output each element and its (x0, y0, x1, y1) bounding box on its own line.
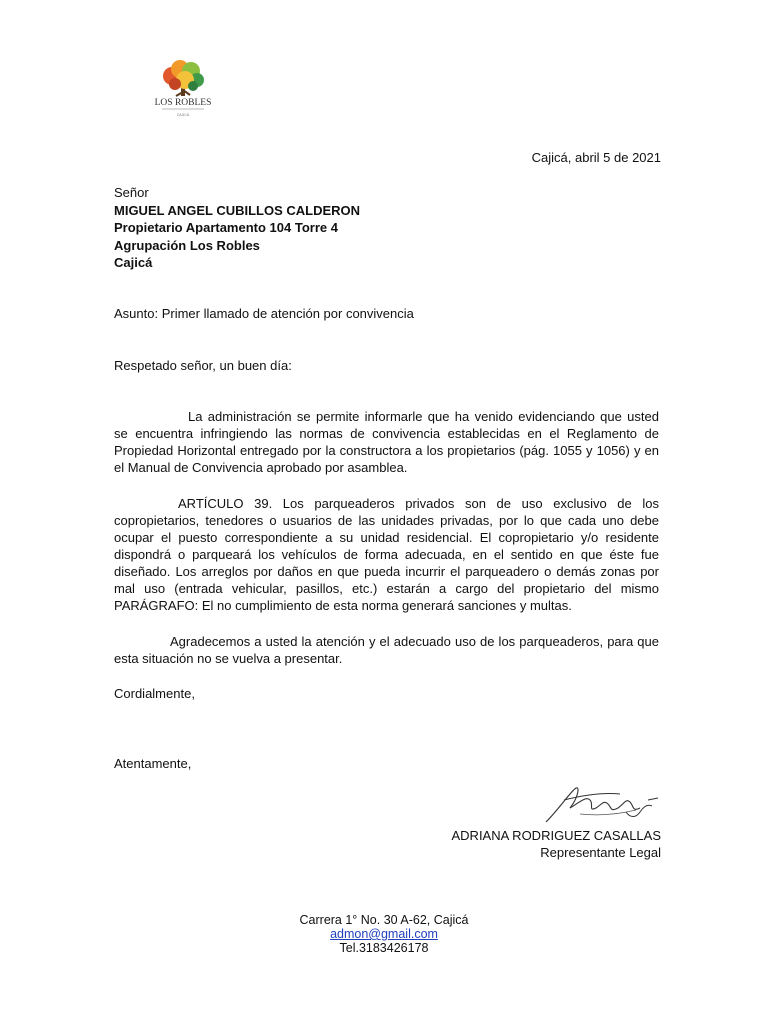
recipient-organization: Agrupación Los Robles (114, 237, 260, 253)
recipient-role: Propietario Apartamento 104 Torre 4 (114, 220, 338, 235)
recipient-block (114, 184, 360, 272)
recipient-city: Cajicá (114, 255, 153, 270)
handwritten-signature (540, 778, 664, 828)
logo-text: LOS ROBLES (154, 98, 212, 108)
logo-subtext: CAJICÁ (176, 113, 190, 117)
letter-date: Cajicá, abril 5 de 2021 (531, 150, 661, 165)
signer-title: Representante Legal (540, 845, 661, 860)
footer-phone: Tel.3183426178 (339, 941, 429, 955)
letter-footer (0, 913, 768, 955)
footer-address: Carrera 1° No. 30 A-62, Cajicá (299, 913, 469, 927)
letter-greeting: Respetado señor, un buen día: (114, 358, 292, 373)
signer-block (452, 827, 662, 861)
footer-email-link[interactable]: admon@gmail.com (330, 927, 438, 941)
recipient-name: MIGUEL ANGEL CUBILLOS CALDERON (114, 202, 361, 218)
signer-name: ADRIANA RODRIGUEZ CASALLAS (451, 828, 661, 843)
recipient-salutation: Señor (114, 185, 149, 200)
tree-logo-icon (150, 56, 216, 122)
body-paragraph: La administración se permite informarle que ha venido evidenciando que usted se encuentra infringiendo las normas de convivencia establecidas en el Reglamento de Propiedad Horizontal entregado por la constructora a los propietarios (pág. 1055 y 1056) y en el Manual de Convivencia aprobado por asamblea. (114, 409, 659, 475)
los-robles-logo (150, 56, 216, 122)
body-paragraph-article: ARTÍCULO 39. Los parqueaderos privados son de uso exclusivo de los copropietarios, tenedores o usuarios de las unidades privadas, por lo que cada uno debe ocupar el puesto correspondiente a su unidad residencial. El copropietario y/o residente dispondrá o parqueará los vehículos de forma adecuada, en el sentido en que éste fue diseñado. Los arreglos por daños en que pueda incurrir el parqueadero o demás zonas por mal uso (entrada vehicular, pasillos, etc.) estarán a cargo del propietario del mismo PARÁGRAFO: El no cumplimiento de esta norma generará sanciones y multas. (114, 496, 659, 613)
letter-subject: Asunto: Primer llamado de atención por convivencia (114, 306, 414, 321)
closing-cordially: Cordialmente, (114, 686, 195, 701)
body-paragraph-closing: Agradecemos a usted la atención y el adecuado uso de los parqueaderos, para que esta situación no se vuelva a presentar. (114, 634, 659, 666)
closing-sincerely: Atentamente, (114, 756, 192, 771)
